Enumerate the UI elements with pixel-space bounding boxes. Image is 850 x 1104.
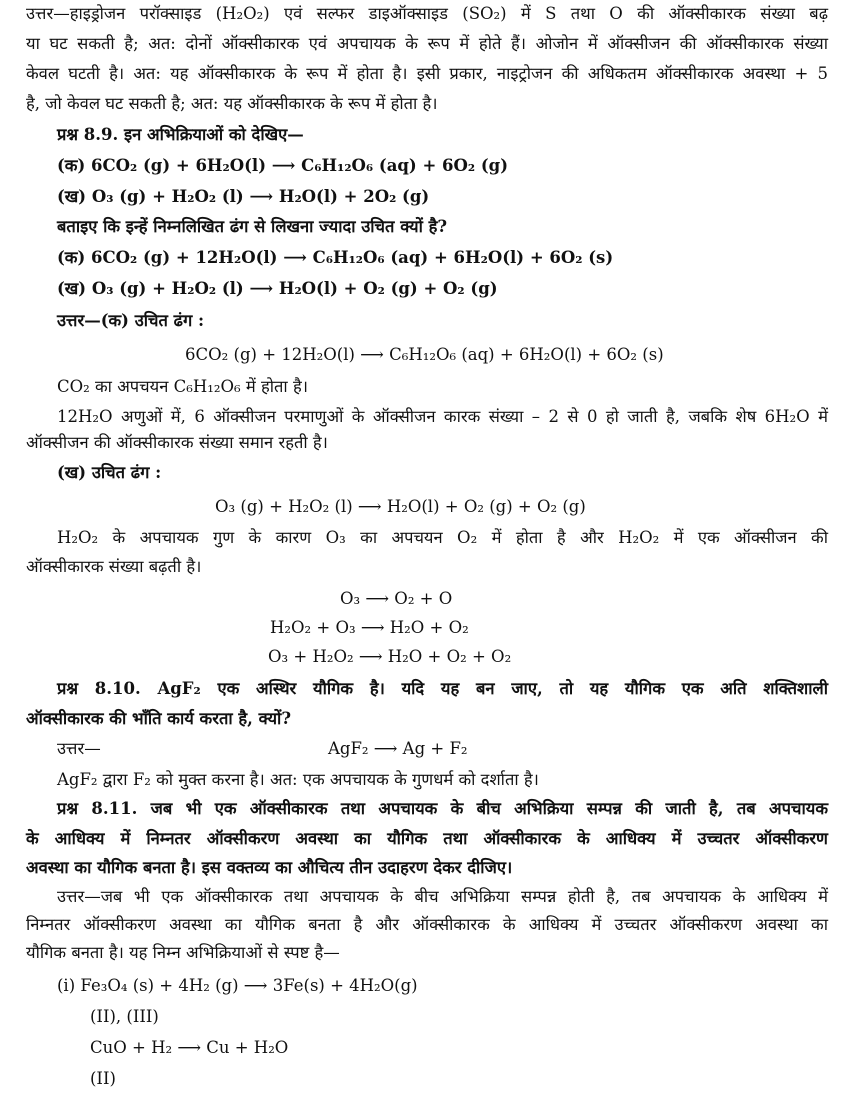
question-8-9-proper-ka: (क) 6CO₂ (g) + 12H₂O(l) ⟶ C₆H₁₂O₆ (aq) + 6H₂O(l) + 6O₂ (s) [57,248,614,267]
question-8-9-heading: प्रश्न 8.9. इन अभिक्रियाओं को देखिए— [57,125,304,144]
question-8-9-reaction-ka: (क) 6CO₂ (g) + 6H₂O(l) ⟶ C₆H₁₂O₆ (aq) + 6O₂ (g) [57,156,509,175]
answer-8-8-line-3: केवल घटती है। अत: यह ऑक्सीकारक के रूप में होता है। इसी प्रकार, नाइट्रोजन की अधिकतम ऑक्सीकारक अवस्था + 5 [26,64,828,83]
answer-8-11-example-ii: CuO + H₂ ⟶ Cu + H₂O [90,1038,289,1057]
answer-8-9-equation-kha: O₃ (g) + H₂O₂ (l) ⟶ H₂O(l) + O₂ (g) + O₂ (g) [215,497,586,516]
answer-8-11-note-2: (II) [90,1069,116,1088]
answer-8-11-line-1: उत्तर—जब भी एक ऑक्सीकारक तथा अपचायक के बीच अभिक्रिया सम्पन्न होती है, तब अपचायक के आधिक्य में [57,887,828,906]
answer-8-9-text-5: ऑक्सीकारक संख्या बढ़ती है। [26,557,202,576]
question-8-11-line-2: के आधिक्य में निम्नतर ऑक्सीकरण अवस्था का यौगिक तथा ऑक्सीकारक के आधिक्य में उच्चतर ऑक्सीकरण [26,829,828,848]
answer-8-8-line-4: है, जो केवल घट सकती है; अत: यह ऑक्सीकारक के रूप में होता है। [26,94,438,113]
answer-8-9-text-2: 12H₂O अणुओं में, 6 ऑक्सीजन परमाणुओं के ऑक्सीजन कारक संख्या – 2 से 0 हो जाती है, जबकि शेष 6H₂O में [57,407,828,426]
answer-8-9-text-4: H₂O₂ के अपचायक गुण के कारण O₃ का अपचयन O₂ में होता है और H₂O₂ में एक ऑक्सीजन की [57,528,828,547]
answer-8-9-step-1: O₃ ⟶ O₂ + O [340,589,453,608]
answer-8-10-equation: AgF₂ ⟶ Ag + F₂ [328,739,468,758]
answer-8-9-step-2: H₂O₂ + O₃ ⟶ H₂O + O₂ [270,618,469,637]
answer-8-11-line-3: यौगिक बनता है। यह निम्न अभिक्रियाओं से स्पष्ट है— [26,943,340,962]
answer-8-9-text-1: CO₂ का अपचयन C₆H₁₂O₆ में होता है। [57,377,308,396]
answer-8-9-kha-heading: (ख) उचित ढंग : [57,463,162,482]
answer-8-11-note-1: (II), (III) [90,1007,159,1026]
answer-8-9-text-3: ऑक्सीजन की ऑक्सीकारक संख्या समान रहती है। [26,433,328,452]
answer-8-11-line-2: निम्नतर ऑक्सीकरण अवस्था का यौगिक बनता है और ऑक्सीकारक के आधिक्य में उच्चतर ऑक्सीकरण अवस्था का [26,915,828,934]
question-8-9-prompt: बताइए कि इन्हें निम्नलिखित ढंग से लिखना ज्यादा उचित क्यों है? [57,217,448,236]
question-8-11-line-3: अवस्था का यौगिक बनता है। इस वक्तव्य का औचित्य तीन उदाहरण देकर दीजिए। [26,858,513,877]
answer-8-8-line-2: या घट सकती है; अत: दोनों ऑक्सीकारक एवं अपचायक के रूप में होते हैं। ओजोन में ऑक्सीजन की ऑक्सीकारक संख्या [26,34,828,53]
answer-8-8-line-1: उत्तर—हाइड्रोजन परॉक्साइड (H₂O₂) एवं सल्फर डाइऑक्साइड (SO₂) में S तथा O की ऑक्सीकारक संख्या बढ़ [26,4,828,23]
answer-8-9-equation-ka: 6CO₂ (g) + 12H₂O(l) ⟶ C₆H₁₂O₆ (aq) + 6H₂O(l) + 6O₂ (s) [185,345,664,364]
question-8-9-proper-kha: (ख) O₃ (g) + H₂O₂ (l) ⟶ H₂O(l) + O₂ (g) + O₂ (g) [57,279,498,298]
answer-8-10-label: उत्तर— [57,739,101,758]
answer-8-10-text: AgF₂ द्वारा F₂ को मुक्त करना है। अत: एक अपचायक के गुणधर्म को दर्शाता है। [57,770,539,789]
question-8-10-line-2: ऑक्सीकारक की भाँति कार्य करता है, क्यों? [26,709,291,728]
question-8-10-line-1: प्रश्न 8.10. AgF₂ एक अस्थिर यौगिक है। यदि यह बन जाए, तो यह यौगिक एक अति शक्तिशाली [57,679,828,698]
answer-8-11-example-i: (i) Fe₃O₄ (s) + 4H₂ (g) ⟶ 3Fe(s) + 4H₂O(g) [57,976,418,995]
answer-8-9-step-3: O₃ + H₂O₂ ⟶ H₂O + O₂ + O₂ [268,647,512,666]
question-8-9-reaction-kha: (ख) O₃ (g) + H₂O₂ (l) ⟶ H₂O(l) + 2O₂ (g) [57,187,430,206]
question-8-11-line-1: प्रश्न 8.11. जब भी एक ऑक्सीकारक तथा अपचायक के बीच अभिक्रिया सम्पन्न की जाती है, तब अपचायक [57,799,828,818]
answer-8-9-ka-heading: उत्तर—(क) उचित ढंग : [57,311,205,330]
